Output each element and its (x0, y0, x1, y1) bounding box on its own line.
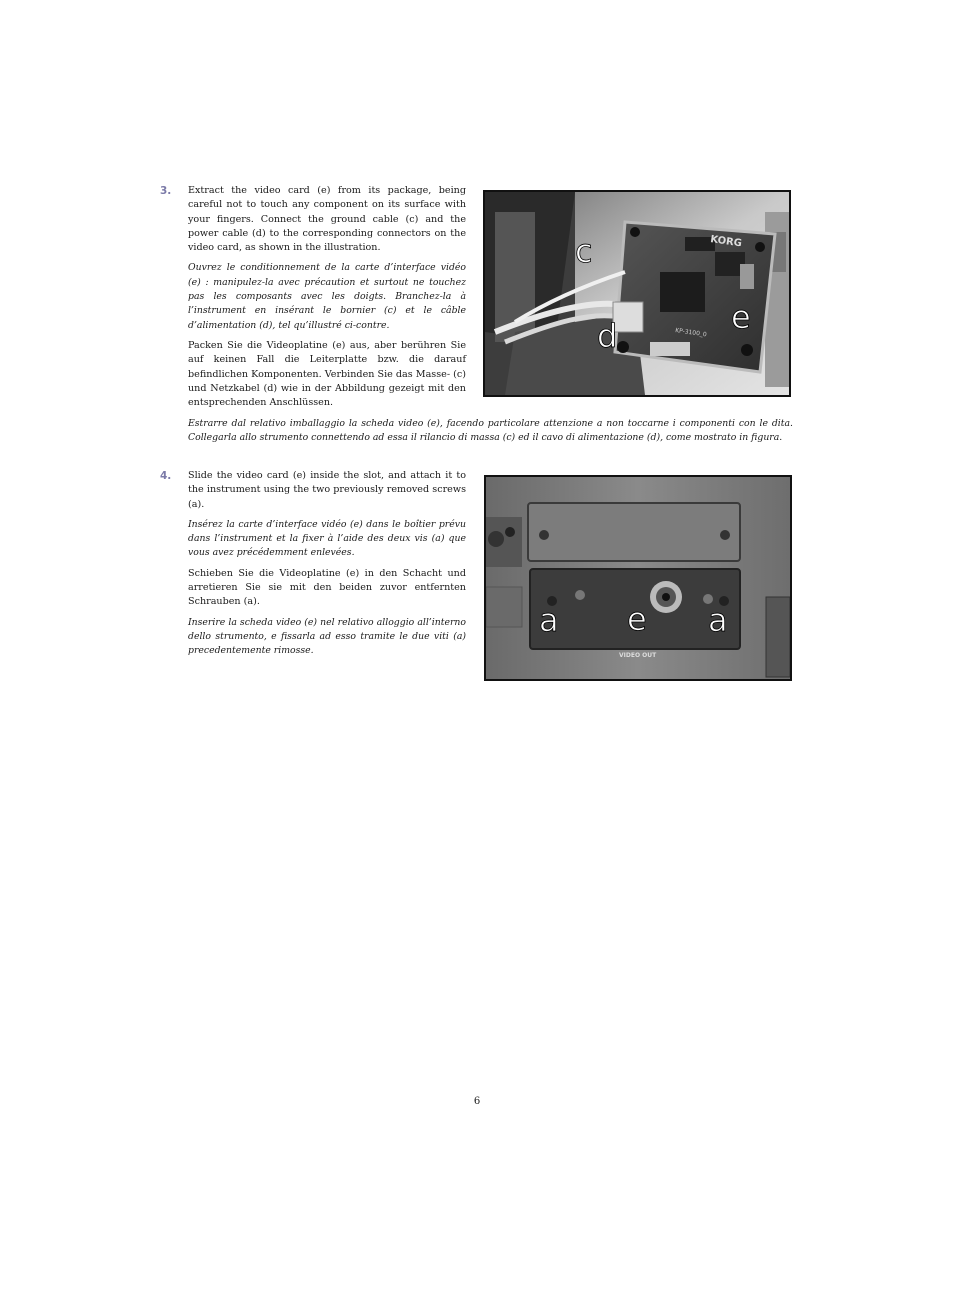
step-4-text-column (188, 469, 466, 665)
label-c: c (575, 232, 593, 270)
step-4-french: Insérez la carte d’interface vidéo (e) dans le boîtier prévu dans l’instrument et la fixer à l’aide des deux vis (a) que vous avez précédemment enlevées. (188, 518, 466, 559)
video-card-connection-illustration (485, 192, 789, 395)
page-number: 6 (473, 1096, 481, 1107)
korg-logo-text: KORG (709, 234, 743, 250)
step-3-english: Extract the video card (e) from its package, being careful not to touch any component on its surface with your fingers. Connect the ground cable (c) and the power cable (d) to the corresponding connectors on the video card, as shown in the illustration. (188, 185, 466, 254)
step-4-german: Schieben Sie die Videoplatine (e) in den Schacht und arretieren Sie sie mit den beiden zuvor entfernten Schrauben (a). (188, 567, 466, 608)
label-a-right: a (708, 601, 728, 639)
label-e-slot: e (627, 600, 647, 638)
step-3-text-column (188, 184, 466, 416)
step-3-german: Packen Sie die Videoplatine (e) aus, aber berühren Sie auf keinen Fall die Leiterplatte bzw. die darauf befindlichen Komponenten. Verbinden Sie das Masse- (c) und Netzkabel (d) wie in der Abbildung gezeigt mit den entsprechenden Anschlüssen. (188, 339, 466, 409)
step-3-number: 3. (160, 185, 172, 197)
video-out-text: VIDEO OUT (619, 652, 657, 659)
label-e: e (731, 298, 751, 336)
video-card-slot-photo (484, 475, 792, 681)
label-a-left: a (539, 601, 559, 639)
label-d: d (597, 317, 618, 355)
board-model-text: KP-3100_0 (674, 327, 708, 339)
step-4-italian: Inserire la scheda video (e) nel relativo alloggio all’interno dello strumento, e fissarla ad esso tramite le due viti (a) precedentemente rimosse. (188, 616, 466, 657)
step-3-italian: Estrarre dal relativo imballaggio la scheda video (e), facendo particolare attenzione a non toccarne i componenti con le dita. Collegarla allo strumento connettendo ad essa il rilancio di massa (c) ed il cavo di alimentazione (d), come mostrato in figura. (188, 418, 793, 444)
video-card-slot-illustration (486, 477, 790, 679)
step-3-french: Ouvrez le conditionnement de la carte d’interface vidéo (e) : manipulez-la avec précaution et surtout ne touchez pas les composants avec les doigts. Branchez-la à l’instrument en insérant le bornier (c) et le câble d’alimentation (d), tel qu’illustré ci-contre. (188, 262, 466, 331)
step-4-number: 4. (160, 470, 172, 482)
video-card-connection-photo (483, 190, 791, 397)
step-4-english: Slide the video card (e) inside the slot, and attach it to the instrument using the two previously removed screws (a). (188, 470, 466, 510)
